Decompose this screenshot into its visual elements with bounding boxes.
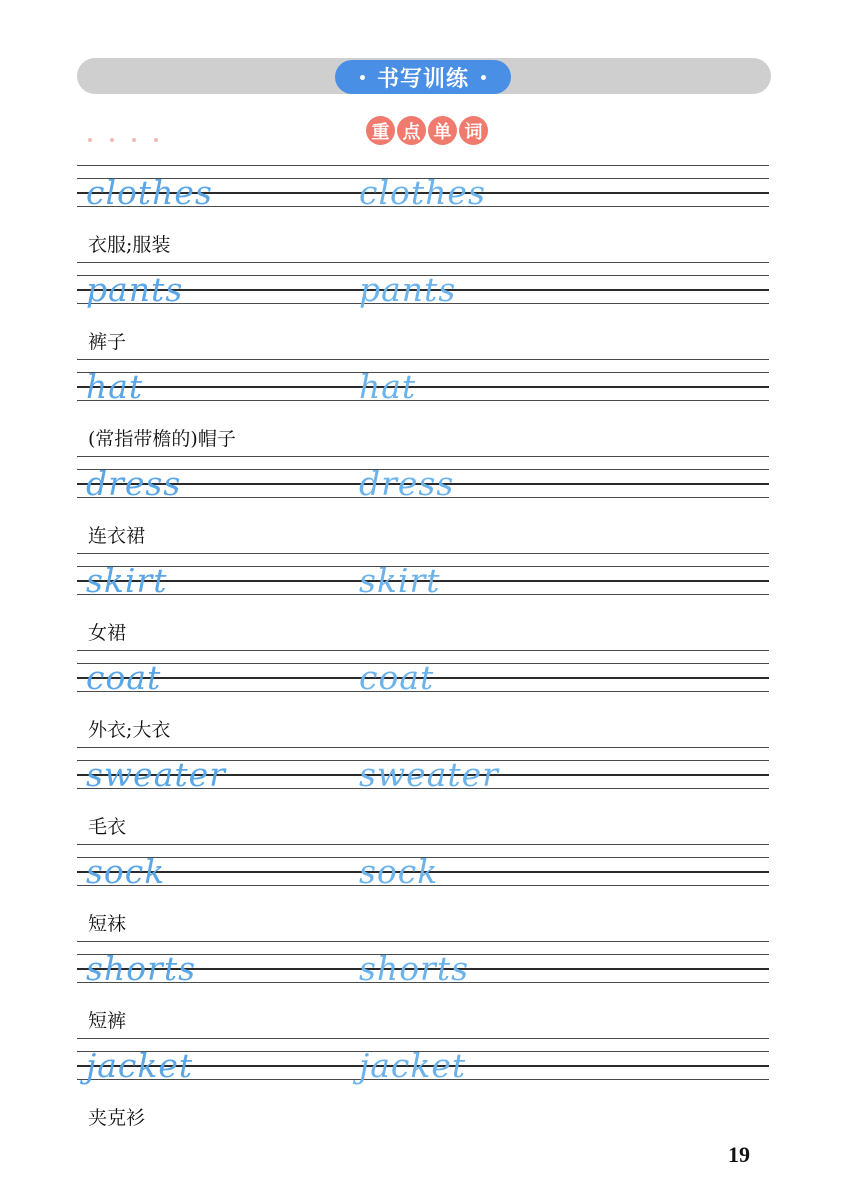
page-number: 19 [728, 1142, 750, 1167]
writing-line [77, 650, 769, 651]
writing-line [77, 456, 769, 457]
section-title-char: 词 [459, 116, 488, 145]
vocab-word-trace: shorts [359, 949, 470, 988]
banner-title: 书写训练 [376, 66, 469, 92]
vocab-word-trace: skirt [359, 561, 441, 600]
vocab-word-trace: dress [359, 464, 455, 503]
vocab-word: dress [86, 464, 182, 503]
vocab-word-trace: sock [359, 852, 439, 891]
writing-line [77, 359, 769, 360]
word-meaning: 毛衣 [88, 816, 127, 838]
writing-line [77, 941, 769, 942]
writing-line [77, 1038, 769, 1039]
word-meaning: 夹克衫 [88, 1107, 146, 1129]
vocab-word: shorts [86, 949, 197, 988]
vocab-word-trace: clothes [359, 173, 486, 212]
banner-title-pill [335, 60, 511, 94]
word-meaning: 连衣裙 [88, 525, 146, 547]
vocab-word-trace: pants [359, 270, 457, 309]
writing-line [77, 386, 769, 388]
vocab-word: hat [86, 367, 144, 406]
section-title-char: 重 [366, 116, 395, 145]
vocab-word: clothes [86, 173, 213, 212]
vocab-word: skirt [86, 561, 168, 600]
vocab-word-trace: hat [359, 367, 417, 406]
word-meaning: 裤子 [88, 331, 127, 353]
writing-line [77, 372, 769, 373]
vocab-word-trace: jacket [359, 1046, 467, 1085]
word-meaning: 外衣;大衣 [88, 719, 171, 741]
word-meaning: 女裙 [88, 622, 127, 644]
vocab-word: sweater [86, 755, 226, 794]
vocab-word-trace: sweater [359, 755, 499, 794]
word-meaning: 衣服;服装 [88, 234, 171, 256]
vocab-word-trace: coat [359, 658, 435, 697]
vocab-word: coat [86, 658, 162, 697]
vocab-word: jacket [86, 1046, 194, 1085]
section-title [366, 116, 488, 150]
writing-line [77, 165, 769, 166]
dot-icon [360, 75, 365, 80]
writing-line [77, 747, 769, 748]
writing-line [77, 400, 769, 401]
writing-line [77, 553, 769, 554]
dot-icon [481, 75, 486, 80]
vocab-word: pants [86, 270, 184, 309]
writing-line [77, 262, 769, 263]
decorative-dots [88, 127, 198, 133]
word-meaning: 短裤 [88, 1010, 127, 1032]
section-title-char: 点 [397, 116, 426, 145]
section-title-char: 单 [428, 116, 457, 145]
vocab-word: sock [86, 852, 166, 891]
word-meaning: 短袜 [88, 913, 127, 935]
writing-line [77, 844, 769, 845]
word-meaning: (常指带檐的)帽子 [88, 428, 236, 450]
